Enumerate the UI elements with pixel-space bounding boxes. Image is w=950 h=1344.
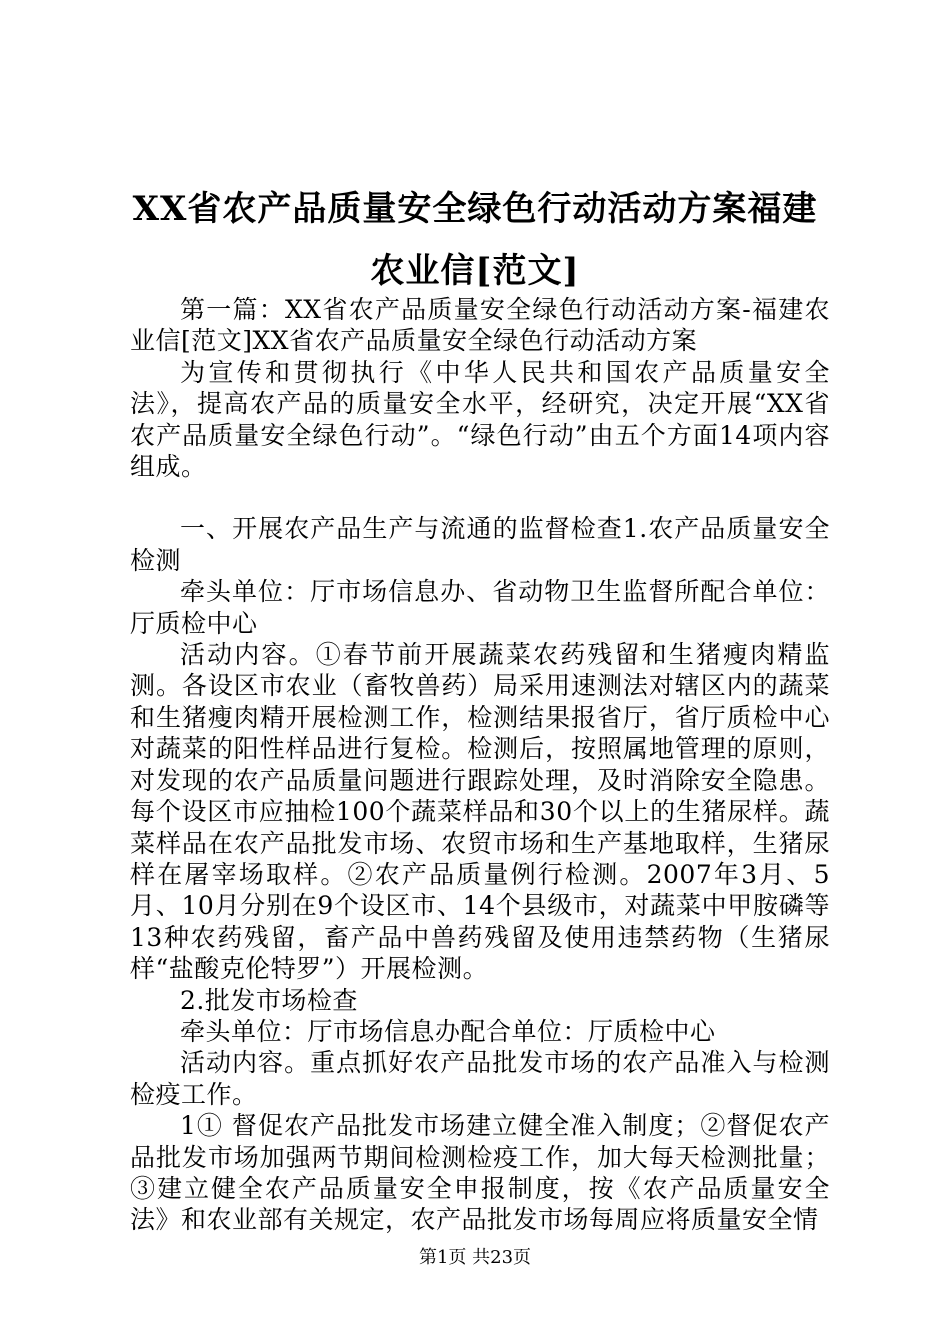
paragraph-lead-unit-1: 牵头单位：厅市场信息办、省动物卫生监督所配合单位：厅质检中心 [130,577,830,638]
subsection-heading-2: 2.批发市场检查 [180,985,358,1015]
paragraph-measures: 1① 督促农产品批发市场建立健全准入制度；②督促农产品批发市场加强两节期间检测检疫工作，加大每天检测批量；③建立健全农产品质量安全申报制度，按《农产品质量安全法》和农业部有关规定，农产品批发市场每周应将质量安全情 [130,1111,830,1235]
paragraph-intro: 第一篇：XX省农产品质量安全绿色行动活动方案-福建农业信[范文]XX省农产品质量安全绿色行动活动方案 [130,295,830,356]
title-line-2: 农业信[范文] [370,251,580,291]
section-heading-1: 一、开展农产品生产与流通的监督检查1.农产品质量安全检测 [130,514,830,575]
paragraph-purpose: 为宣传和贯彻执行《中华人民共和国农产品质量安全法》，提高农产品的质量安全水平，经研究，决定开展“XX省农产品质量安全绿色行动”。“绿色行动”由五个方面14项内容组成。 [130,357,830,482]
document-title [100,178,850,302]
paragraph-activity-2: 活动内容。重点抓好农产品批发市场的农产品准入与检测检疫工作。 [130,1048,830,1109]
paragraph-lead-unit-2: 牵头单位：厅市场信息办配合单位：厅质检中心 [180,1016,716,1046]
title-line-1: XX省农产品质量安全绿色行动活动方案福建 [132,189,818,229]
page-number-footer: 第1页 共23页 [418,1247,532,1268]
paragraph-activity-1: 活动内容。①春节前开展蔬菜农药残留和生猪瘦肉精监测。各设区市农业（畜牧兽药）局采用速测法对辖区内的蔬菜和生猪瘦肉精开展检测工作，检测结果报省厅，省厅质检中心对蔬菜的阳性样品进行复检。检测后，按照属地管理的原则，对发现的农产品质量问题进行跟踪处理，及时消除安全隐患。每个设区市应抽检100个蔬菜样品和30个以上的生猪尿样。蔬菜样品在农产品批发市场、农贸市场和生产基地取样，生猪尿样在屠宰场取样。②农产品质量例行检测。2007年3月、5月、10月分别在9个设区市、14个县级市，对蔬菜中甲胺磷等13种农药残留，畜产品中兽药残留及使用违禁药物（生猪尿样“盐酸克伦特罗”）开展检测。 [130,640,830,984]
document-body [130,294,830,1236]
